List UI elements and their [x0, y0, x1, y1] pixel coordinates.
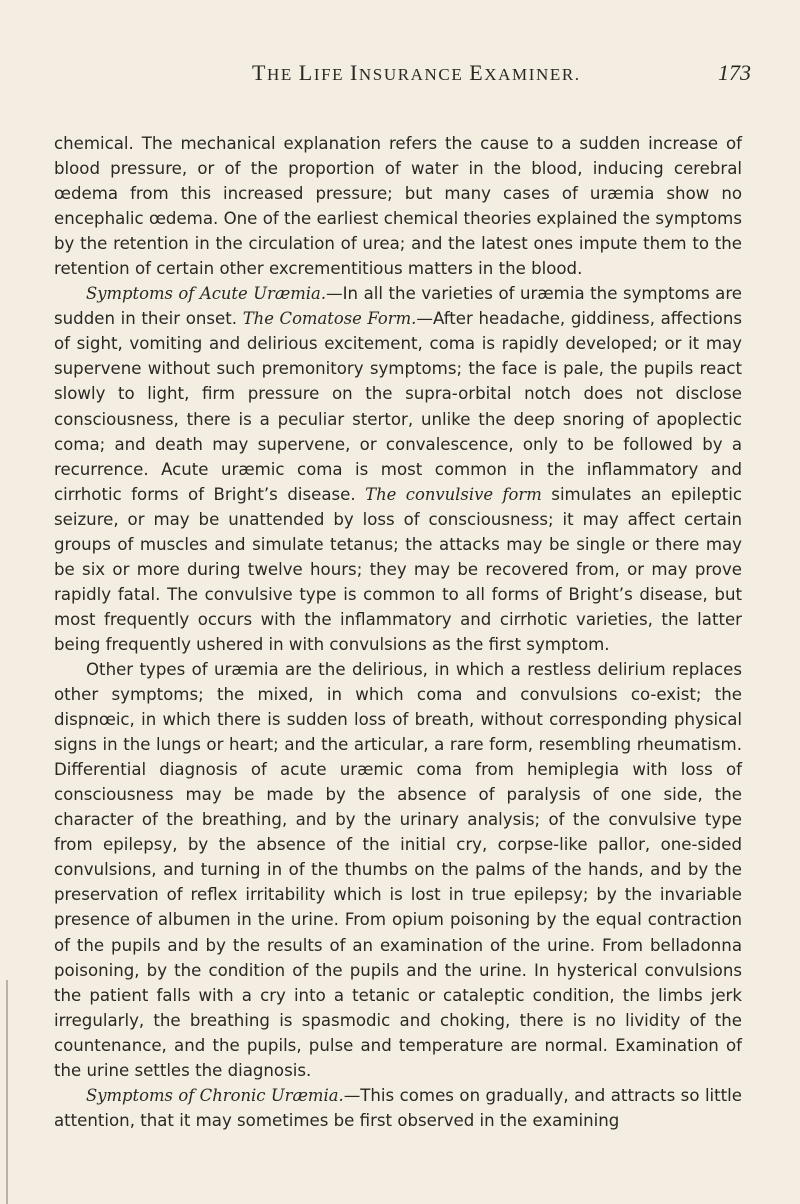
running-head-letter: T [252, 60, 268, 85]
body-text [54, 131, 742, 1133]
paragraph-acute-uraemia [54, 281, 742, 657]
paragraph-chronic-uraemia [54, 1083, 742, 1133]
running-head-smallcaps: XAMINER. [484, 65, 581, 84]
paragraph-text: simulates an epileptic seizure, or may be unattended by loss of consciousness; it may affect certain groups of muscles and simulate tetanus; the attacks may be single or there may be six or more during twelve hours; they may be recovered from, or may prove rapidly fatal. The convulsive type is common to all forms of Bright’s disease, but most frequently occurs with the inflammatory and cirrhotic varieties, the latter being frequently ushered in with convulsions as the first symptom. [54, 484, 743, 654]
running-head-smallcaps: NSURANCE [358, 65, 470, 84]
subheading-comatose-form: The Comatose Form. [242, 309, 417, 329]
page-edge-shadow [6, 980, 8, 1204]
page-number: 173 [718, 60, 751, 85]
running-head-letter: E [469, 60, 485, 85]
paragraph-text: —This comes on gradually, and attracts so little attention, that it may sometimes be first observed in the examining [54, 1085, 742, 1130]
subheading-convulsive-form: The convulsive form [365, 484, 542, 504]
section-heading-chronic: Symptoms of Chronic Uræmia. [86, 1085, 344, 1105]
running-head-smallcaps: HE [267, 65, 299, 84]
section-heading-acute: Symptoms of Acute Uræmia. [86, 284, 327, 304]
paragraph-text: —After headache, giddiness, affections of sight, vomiting and delirious excitement, coma is rapidly developed; or it may supervene without such premonitory symptoms; the face is pale, the pupils react slowly to light, firm pressure on the supra-orbital notch does not disclose consciousness, there is a peculiar stertor, unlike the deep snoring of apoplectic coma; and death may supervene, or convalescence, only to be followed by a recurrence. Acute uræmic coma is most common in the inflammatory and cirrhotic forms of Bright’s disease. [54, 309, 742, 504]
paragraph-text: —In all the varieties of uræmia the symptoms are sudden in their onset. [54, 284, 742, 329]
running-head-smallcaps: IFE [313, 65, 350, 84]
running-head-letter: L [298, 60, 314, 85]
running-head-letter: I [349, 60, 359, 85]
paragraph-1: chemical. The mechanical explanation refers the cause to a sudden increase of blood pressure, or of the proportion of water in the blood, inducing cerebral œdema from this increased pressure; but many cases of uræmia show no encephalic œdema. One of the earliest chemical theories explained the symptoms by the retention in the circulation of urea; and the latest ones impute them to the retention of certain other excrementitious matters in the blood. [54, 134, 742, 279]
paragraph-other-types: Other types of uræmia are the delirious, in which a restless delirium replaces other symptoms; the mixed, in which coma and convulsions co-exist; the dispnœic, in which there is sudden loss of breath, without corresponding physical signs in the lungs or heart; and the articular, a rare form, resembling rheumatism. Differential diagnosis of acute uræmic coma from hemiplegia with loss of consciousness may be made by the absence of paralysis of one side, the character of the breathing, and by the urinary analysis; of the convulsive type from epilepsy, by the absence of the initial cry, corpse-like pallor, one-sided convulsions, and turning in of the thumbs on the palms of the hands, and by the preservation of reflex irritability which is lost in true epilepsy; by the invariable presence of albumen in the urine. From opium poisoning by the equal contraction of the pupils and by the results of an examination of the urine. From belladonna poisoning, by the condition of the pupils and the urine. In hysterical convulsions the patient falls with a cry into a tetanic or cataleptic condition, the limbs jerk irregularly, the breathing is spasmodic and choking, there is no lividity of the countenance, and the pupils, pulse and temperature are normal. Examination of the urine settles the diagnosis. [54, 659, 742, 1080]
running-head [252, 60, 581, 86]
